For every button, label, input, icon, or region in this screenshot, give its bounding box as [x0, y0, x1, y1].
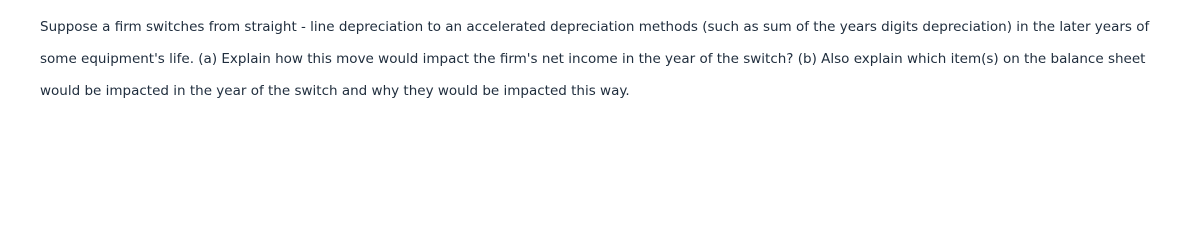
question-text: Suppose a firm switches from straight - line depreciation to an accelerated depreciation methods (such as sum of the years digits depreciation) in the later years of some equipment's life. (a) Explain how this move would impact the firm's net income in the year of the switch? (b) Also explain which item(s) on the balance sheet would be impacted in the year of the switch and why they would be impacted this way. — [40, 19, 1150, 99]
question-body — [40, 11, 1170, 107]
